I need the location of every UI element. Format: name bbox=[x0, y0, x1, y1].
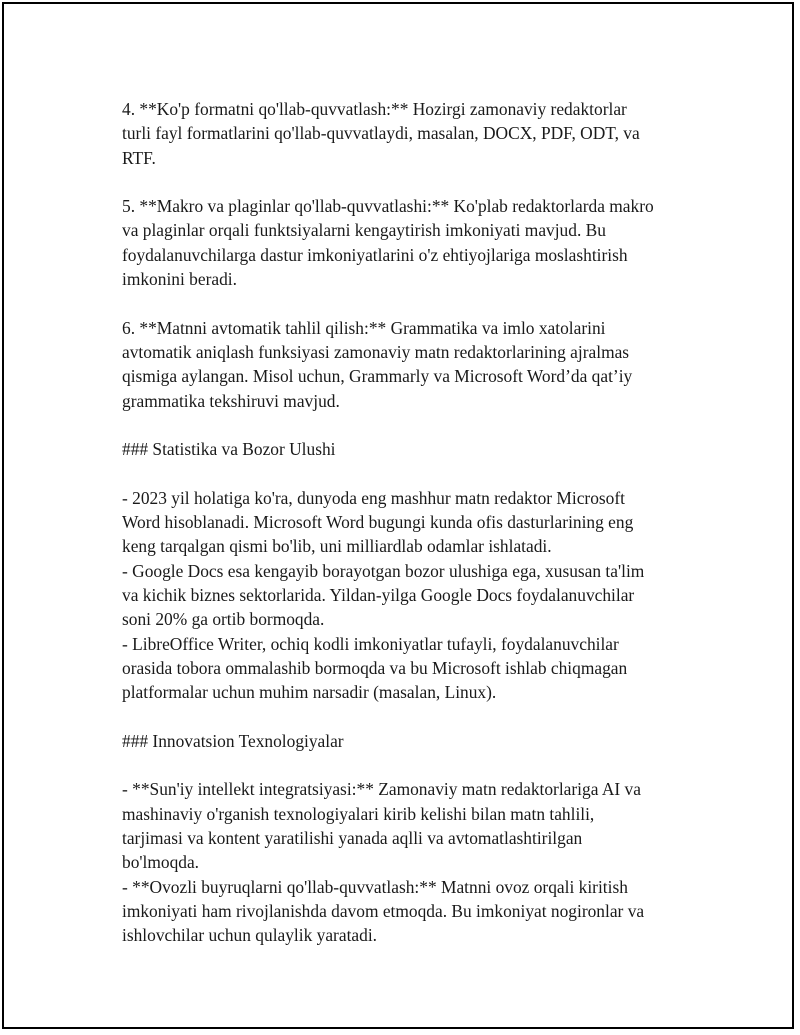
paragraph bbox=[122, 486, 692, 705]
text-line: - **Sun'iy intellekt integratsiyasi:** Zamonaviy matn redaktorlariga AI va bbox=[122, 779, 641, 800]
text-line: - Google Docs esa kengayib borayotgan bozor ulushiga ega, xususan ta'lim bbox=[122, 560, 645, 581]
text-line: RTF. bbox=[122, 147, 156, 168]
text-line: orasida tobora ommalashib bormoqda va bu Microsoft ishlab chiqmagan bbox=[122, 657, 628, 678]
section-heading bbox=[122, 437, 692, 461]
text-line: ishlovchilar uchun qulaylik yaratadi. bbox=[122, 925, 377, 946]
paragraph-gap bbox=[122, 753, 692, 777]
paragraph-gap bbox=[122, 413, 692, 437]
text-line: tarjimasi va kontent yaratilishi yanada aqlli va avtomatlashtirilgan bbox=[122, 827, 583, 848]
paragraph bbox=[122, 194, 692, 291]
document-body bbox=[122, 97, 692, 947]
text-line: 6. **Matnni avtomatik tahlil qilish:** Grammatika va imlo xatolarini bbox=[122, 317, 606, 338]
text-line: bo'lmoqda. bbox=[122, 852, 200, 873]
text-line: va plaginlar orqali funktsiyalarni kengaytirish imkoniyati mavjud. Bu bbox=[122, 220, 606, 241]
text-line: - **Ovozli buyruqlarni qo'llab-quvvatlash:** Matnni ovoz orqali kiritish bbox=[122, 876, 628, 897]
section-heading bbox=[122, 729, 692, 753]
paragraph-gap bbox=[122, 291, 692, 315]
paragraph bbox=[122, 97, 692, 170]
text-line: grammatika tekshiruvi mavjud. bbox=[122, 390, 340, 411]
text-line: ### Statistika va Bozor Ulushi bbox=[122, 439, 336, 460]
text-line: Word hisoblanadi. Microsoft Word bugungi kunda ofis dasturlarining eng bbox=[122, 512, 634, 533]
text-line: keng tarqalgan qismi bo'lib, uni milliardlab odamlar ishlatadi. bbox=[122, 536, 552, 557]
text-line: - 2023 yil holatiga ko'ra, dunyoda eng mashhur matn redaktor Microsoft bbox=[122, 487, 625, 508]
paragraph bbox=[122, 316, 692, 413]
paragraph-gap bbox=[122, 170, 692, 194]
paragraph bbox=[122, 777, 692, 947]
text-line: imkoniyati ham rivojlanishda davom etmoqda. Bu imkoniyat nogironlar va bbox=[122, 900, 645, 921]
paragraph-gap bbox=[122, 704, 692, 728]
text-line: turli fayl formatlarini qo'llab-quvvatlaydi, masalan, DOCX, PDF, ODT, va bbox=[122, 123, 640, 144]
page-frame bbox=[2, 2, 794, 1029]
text-line: qismiga aylangan. Misol uchun, Grammarly va Microsoft Word’da qat’iy bbox=[122, 366, 633, 387]
text-line: ### Innovatsion Texnologiyalar bbox=[122, 730, 344, 751]
text-line: 4. **Ko'p formatni qo'llab-quvvatlash:** Hozirgi zamonaviy redaktorlar bbox=[122, 99, 627, 119]
text-line: avtomatik aniqlash funksiyasi zamonaviy matn redaktorlarining ajralmas bbox=[122, 341, 630, 362]
text-line: 5. **Makro va plaginlar qo'llab-quvvatlashi:** Ko'plab redaktorlarda makro bbox=[122, 196, 654, 217]
text-line: soni 20% ga ortib bormoqda. bbox=[122, 609, 325, 630]
text-line: foydalanuvchilarga dastur imkoniyatlarini o'z ehtiyojlariga moslashtirish bbox=[122, 244, 628, 265]
text-line: va kichik biznes sektorlarida. Yildan-yilga Google Docs foydalanuvchilar bbox=[122, 584, 635, 605]
text-line: platformalar uchun muhim narsadir (masalan, Linux). bbox=[122, 682, 497, 703]
text-line: - LibreOffice Writer, ochiq kodli imkoniyatlar tufayli, foydalanuvchilar bbox=[122, 633, 619, 654]
text-line: imkonini beradi. bbox=[122, 269, 237, 290]
text-line: mashinaviy o'rganish texnologiyalari kirib kelishi bilan matn tahlili, bbox=[122, 803, 595, 824]
paragraph-gap bbox=[122, 461, 692, 485]
